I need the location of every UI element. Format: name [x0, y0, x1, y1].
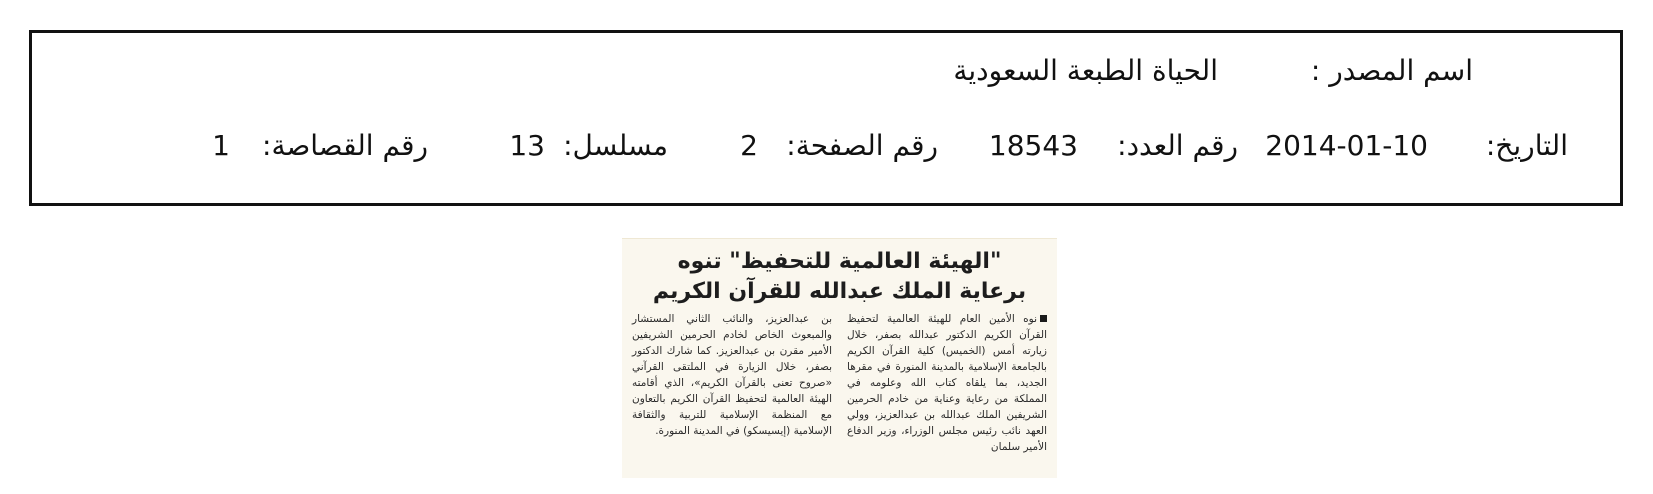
page-value: 2 [740, 129, 758, 162]
clip-label: رقم القصاصة: [262, 129, 428, 162]
source-label: اسم المصدر : [1310, 54, 1473, 87]
article-column-right-text: نوه الأمين العام للهيئة العالمية لتحفيظ القرآن الكريم الدكتور عبدالله بصفر، خلال زيارته أمس (الخميس) كلية القرآن الكريم بالجامعة الإسلامية بالمدينة المنورة في مقرها الجديد، بما يلقاه كتاب الله وعلومه في المملكة من رعاية وعناية من خادم الحرمين الشريفين الملك عبدالله بن عبدالعزيز، وولي العهد نائب رئيس مجلس الوزراء، وزير الدفاع الأمير سلمان [847, 313, 1047, 453]
newspaper-clipping [622, 238, 1057, 478]
serial-value: 13 [509, 129, 545, 162]
article-column-left: بن عبدالعزيز، والنائب الثاني المستشار والمبعوث الخاص لخادم الحرمين الشريفين الأمير مقرن بن عبدالعزيز. كما شارك الدكتور بصفر، خلال الزيارة في الملتقى القرآني «صروح تعنى بالقرآن الكريم»، الذي أقامته الهيئة العالمية لتحفيظ القرآن الكريم بالتعاون مع المنظمة الإسلامية للتربية والثقافة الإسلامية (إيسيسكو) في المدينة المنورة. [632, 313, 832, 437]
source-value: الحياة الطبعة السعودية [953, 54, 1218, 87]
clip-value: 1 [212, 129, 230, 162]
article-column-right [847, 311, 1047, 455]
issue-label: رقم العدد: [1117, 129, 1238, 162]
serial-label: مسلسل: [563, 129, 668, 162]
article-columns [632, 311, 1047, 455]
date-value: 2014-01-10 [1265, 129, 1428, 162]
square-bullet-icon [1040, 315, 1047, 322]
issue-value: 18543 [988, 129, 1078, 162]
page-label: رقم الصفحة: [786, 129, 938, 162]
article-title-line1: "الهيئة العالمية للتحفيظ" تنوه [677, 249, 1002, 274]
article-title-line2: برعاية الملك عبدالله للقرآن الكريم [652, 279, 1027, 304]
date-label: التاريخ: [1485, 129, 1568, 162]
